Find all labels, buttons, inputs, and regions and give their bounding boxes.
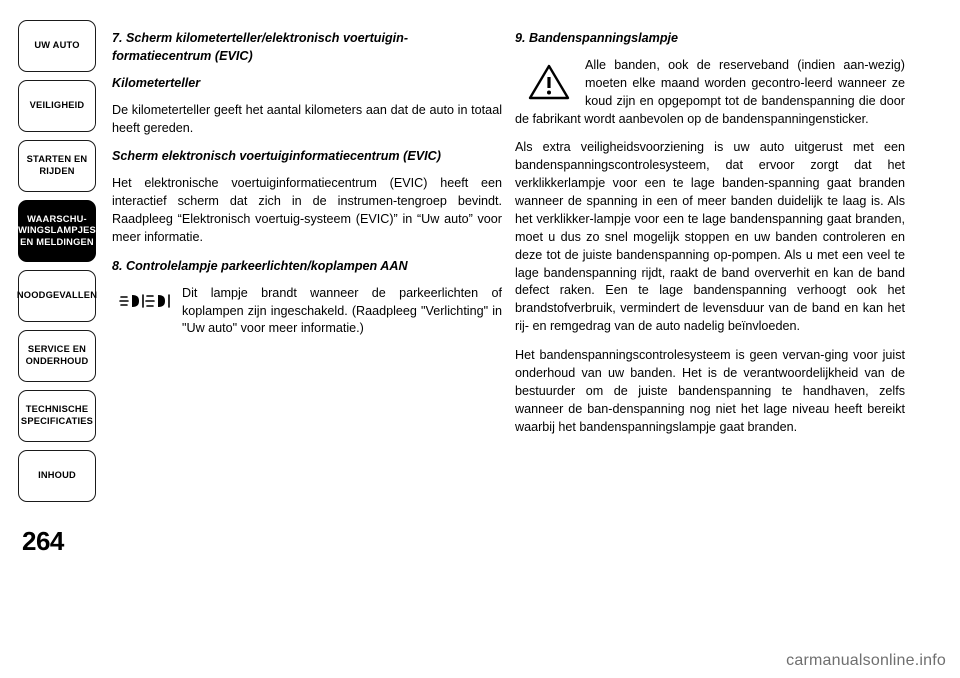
paragraph-tire-pressure-maintenance: Het bandenspanningscontrolesysteem is geen vervan-ging voor juist onderhoud van uw banden. Het is de verantwoordelijkheid van de bestuurder om de juiste bandenspanning te handhaven, zelfs wanneer de ban-denspanning nog niet het lage niveau heeft bereikt waarbij het bandenspanningslampje gaat branden. <box>515 348 905 434</box>
paragraph-parking-light: Dit lampje brandt wanneer de parkeerlichten of koplampen zijn ingeschakeld. (Raadpleeg "Verlichting" in "Uw auto" voor meer informatie.) <box>182 285 502 336</box>
warning-triangle-exclamation-icon <box>519 59 577 105</box>
warning-triangle-glyph <box>528 64 568 99</box>
paragraph-tire-pressure-intro: Alle banden, ook de reserveband (indien aan-wezig) moeten elke maand worden gecontro-leerd wanneer ze koud zijn en opgepompt tot de bandenspanning die door de fabrikant wordt aanbevolen op de bandenspanningensticker. <box>515 57 905 126</box>
sidebar-item-service-en-onderhoud[interactable]: SERVICE EN ONDERHOUD <box>18 330 96 382</box>
sidebar-item-noodgevallen[interactable]: NOODGEVALLEN <box>18 270 96 322</box>
sidebar-item-waarschuwingslampjes-en-meldingen[interactable]: WAARSCHU-WINGSLAMPJES EN MELDINGEN <box>18 200 96 262</box>
sidebar-item-technische-specificaties[interactable]: TECHNISCHE SPECIFICATIES <box>18 390 96 442</box>
paragraph-evic: Het elektronische voertuiginformatiecentrum (EVIC) heeft een interactief scherm dat zich in de instrumen-tengroep bevindt. Raadpleeg “Elektronisch voertuig-systeem (EVIC)” in “Uw auto” voor meer informatie. <box>112 176 502 244</box>
sidebar <box>18 20 96 557</box>
footer-brand: carmanualsonline.info <box>786 652 946 669</box>
right-column <box>515 30 905 447</box>
heading-8: 8. Controlelampje parkeerlichten/koplampen AAN <box>112 258 408 273</box>
sidebar-item-inhoud[interactable]: INHOUD <box>18 450 96 502</box>
heading-7: 7. Scherm kilometerteller/elektronisch voertuigin-formatiecentrum (EVIC) <box>112 31 409 63</box>
sidebar-item-starten-en-rijden[interactable]: STARTEN EN RIJDEN <box>18 140 96 192</box>
sidebar-item-veiligheid[interactable]: VEILIGHEID <box>18 80 96 132</box>
headlamp-glyph <box>119 292 171 318</box>
subheading-evic: Scherm elektronisch voertuiginformatiecentrum (EVIC) <box>112 149 441 164</box>
heading-9: 9. Bandenspanningslampje <box>515 31 679 45</box>
page-number: 264 <box>22 526 64 556</box>
subheading-kilometerteller: Kilometerteller <box>112 75 201 90</box>
left-column <box>112 30 502 349</box>
paragraph-tire-pressure-monitoring: Als extra veiligheidsvoorziening is uw auto uitgerust met een bandenspanningscontrolesysteem, dat ervoor zorgt dat het verklikkerlampje voor een te lage banden-spanning gaat branden wanneer de spanning in een of meer banden duidelijk te laag is. Als het verklikker-lampje voor een te lage bandenspanning gaat branden, moet u dus zo snel mogelijk stoppen en uw banden controleren en deze tot de juiste bandenspanning op-pompen. Als u met een veel te lage bandenspanning rijdt, raakt de band oververhit en kan de band defect raken. Een te lage bandenspanning verhoogt ook het brandstofverbruik, vermindert de levensduur van de band en kan het rij- en remgedrag van de auto nadelig beïnvloeden. <box>515 140 905 334</box>
sidebar-item-uw-auto[interactable]: UW AUTO <box>18 20 96 72</box>
headlamp-parking-light-icon <box>116 288 174 322</box>
tire-pressure-warning-block <box>515 57 905 140</box>
parking-light-block <box>112 285 502 350</box>
paragraph-kilometerteller: De kilometerteller geeft het aantal kilometers aan dat de auto in totaal heeft gereden. <box>112 102 502 135</box>
